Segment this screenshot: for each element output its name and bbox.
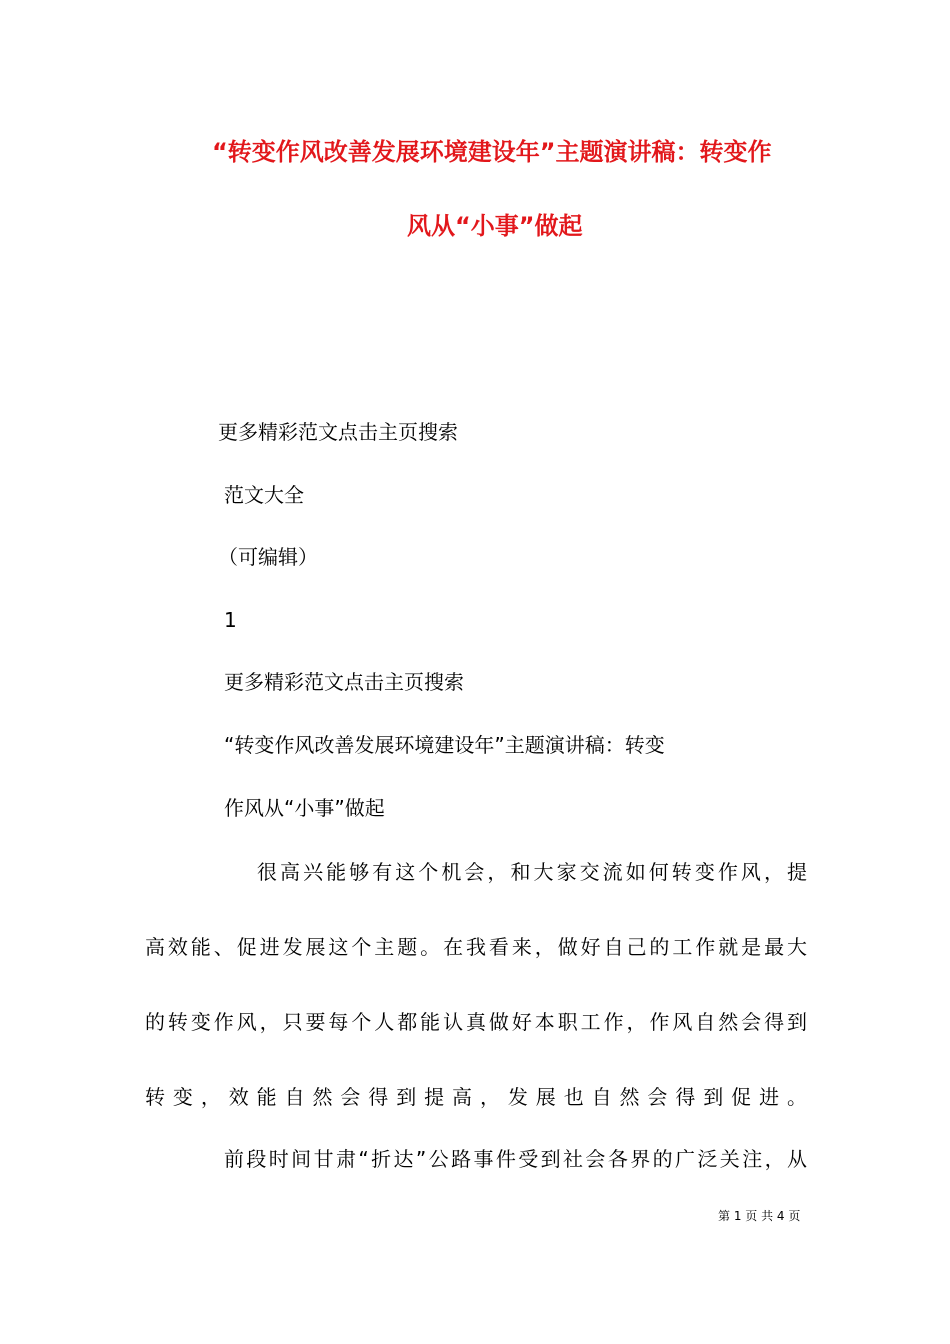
document-title-line-2: 风从“小事”做起 [407,212,583,240]
body-text-line: 高效能、促进发展这个主题。在我看来，做好自己的工作就是最大 [145,935,810,959]
document-title-line-1: “转变作风改善发展环境建设年”主题演讲稿：转变作 [212,138,772,166]
editable-note: （可编辑） [218,545,318,569]
subtitle-line-1: “转变作风改善发展环境建设年”主题演讲稿：转变 [224,733,665,757]
body-text-line: 的转变作风，只要每个人都能认真做好本职工作，作风自然会得到 [145,1010,810,1034]
body-text-line: 很高兴能够有这个机会，和大家交流如何转变作风，提 [257,860,811,884]
body-text-line: 转变，效能自然会得到提高，发展也自然会得到促进。 [145,1085,815,1109]
more-articles-note: 更多精彩范文点击主页搜索 [218,420,458,444]
section-number: 1 [224,608,237,632]
collection-label: 范文大全 [224,483,304,507]
more-articles-note-2: 更多精彩范文点击主页搜索 [224,670,464,694]
page-indicator: 第 1 页 共 4 页 [718,1209,801,1223]
subtitle-line-2: 作风从“小事”做起 [224,796,385,820]
body-text-line: 前段时间甘肃“折达”公路事件受到社会各界的广泛关注，从 [224,1147,810,1171]
